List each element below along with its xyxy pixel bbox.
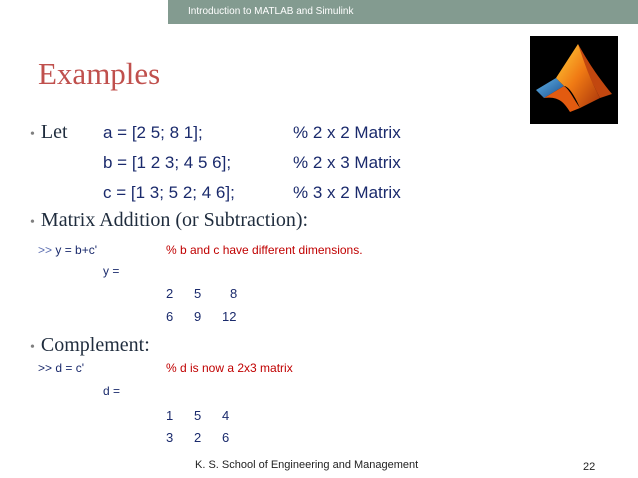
y-cell: 5 <box>194 286 202 301</box>
matrix-a-comment: % 2 x 2 Matrix <box>293 123 401 142</box>
y-cell: 12 <box>222 309 237 324</box>
footer-text: K. S. School of Engineering and Management <box>195 459 419 471</box>
addition-heading: Matrix Addition (or Subtraction): <box>40 209 309 231</box>
matrix-c-definition: c = [1 3; 5 2; 4 6]; <box>103 183 235 202</box>
let-word: Let <box>40 121 68 143</box>
matlab-logo-icon <box>530 36 618 124</box>
matrix-b-comment: % 2 x 3 Matrix <box>293 153 401 172</box>
addition-comment: % b and c have different dimensions. <box>166 243 363 257</box>
header-bar <box>168 0 638 24</box>
matrix-a-definition: a = [2 5; 8 1]; <box>103 123 203 142</box>
complement-comment: % d is now a 2x3 matrix <box>166 361 293 375</box>
let-bullet <box>30 121 68 144</box>
y-cell: 9 <box>194 309 202 324</box>
d-cell: 4 <box>222 408 230 423</box>
y-cell: 8 <box>230 286 238 301</box>
matrix-c-comment: % 3 x 2 Matrix <box>293 183 401 202</box>
d-cell: 1 <box>166 408 174 423</box>
bullet-dot-icon: • <box>30 127 35 142</box>
complement-command: >> d = c' <box>38 361 84 375</box>
addition-result-label: y = <box>103 264 120 278</box>
addition-command-text: y = b+c' <box>55 243 98 257</box>
complement-heading: Complement: <box>40 334 150 356</box>
d-cell: 2 <box>194 430 202 445</box>
complement-result-label: d = <box>103 384 121 398</box>
complement-bullet <box>30 334 150 357</box>
bullet-dot-icon: • <box>30 215 35 230</box>
y-cell: 6 <box>166 309 174 324</box>
y-cell: 2 <box>166 286 174 301</box>
bullet-dot-icon: • <box>30 340 35 355</box>
d-cell: 6 <box>222 430 230 445</box>
command-prompt: >> <box>38 243 53 257</box>
slide-title: Examples <box>38 56 161 91</box>
page-number: 22 <box>583 461 596 473</box>
header-text: Introduction to MATLAB and Simulink <box>188 6 354 17</box>
d-cell: 5 <box>194 408 202 423</box>
matrix-b-definition: b = [1 2 3; 4 5 6]; <box>103 153 232 172</box>
d-cell: 3 <box>166 430 174 445</box>
addition-command <box>38 243 97 257</box>
addition-bullet <box>30 209 308 232</box>
